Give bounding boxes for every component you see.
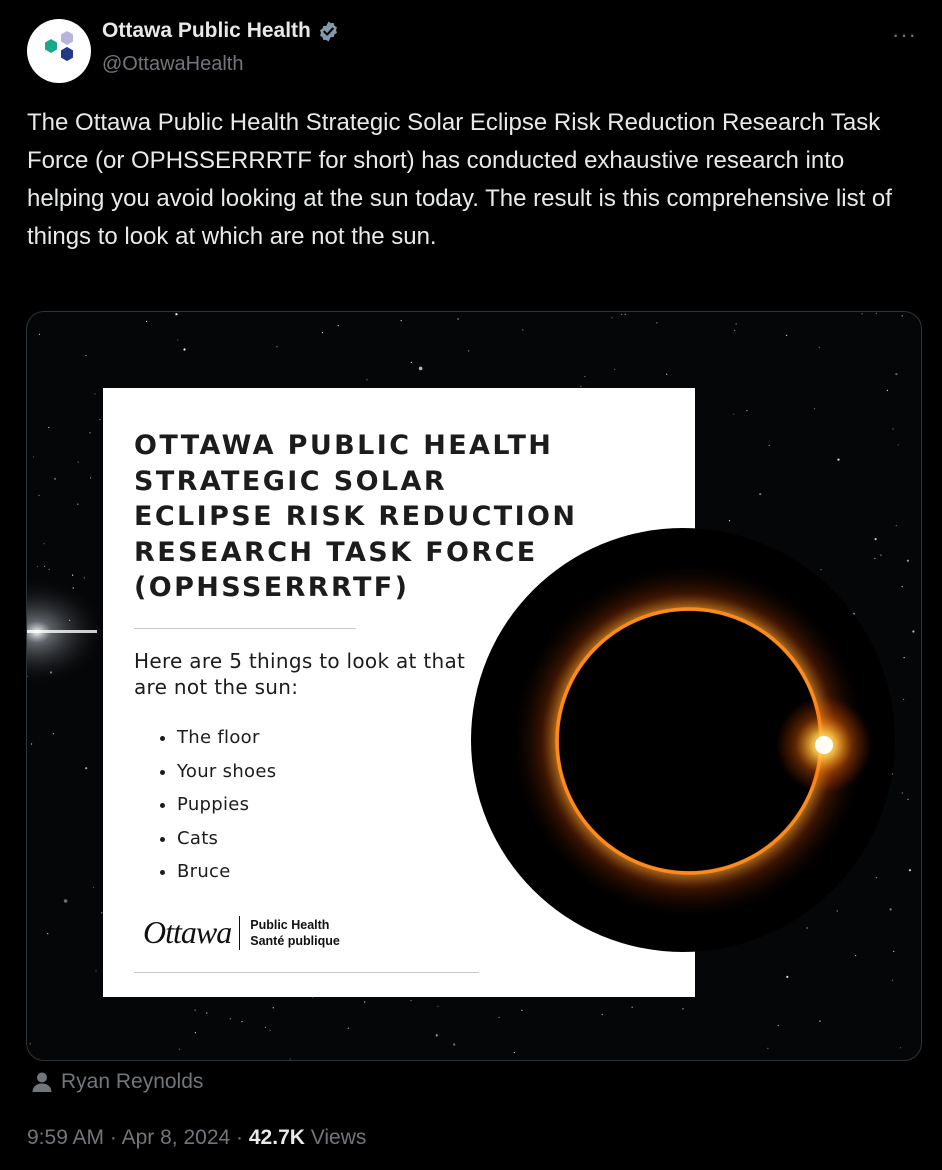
user-icon [31,1071,53,1093]
avatar[interactable] [27,19,91,83]
hexagon-cluster-logo [27,19,91,83]
list-item-label: Your shoes [177,760,277,782]
eclipse-graphic [27,312,921,1060]
list-item-label: The floor [177,727,260,748]
display-name[interactable]: Ottawa Public Health [102,19,311,42]
tweet-image[interactable] [26,311,922,1061]
verified-badge-icon [317,20,340,43]
attribution-name[interactable]: Ryan Reynolds [61,1070,204,1093]
tweet-text: The Ottawa Public Health Strategic Solar Eclipse Risk Reduction Research Task Force (or OPHSSERRRTF for short) has conducted exhaustive research into helping you avoid looking at the sun today. The result is this comprehensive list of things to look at which are not the sun. [27,109,892,250]
more-options-icon[interactable]: ··· [892,22,917,47]
handle[interactable]: @OttawaHealth [102,53,244,75]
meta-separator: · [236,1126,244,1149]
media-attribution[interactable] [31,1070,203,1094]
ottawa-wordmark: Ottawa [143,914,232,950]
card-title: OTTAWA PUBLIC HEALTH STRATEGIC SOLAR ECLIPSE RISK REDUCTION RESEARCH TASK FORCE (OPHSSERRRTF) [134,430,578,604]
views-label: Views [310,1126,367,1149]
tweet-meta [27,1126,366,1150]
list-item-label: Bruce [177,861,231,882]
card-subtitle: Here are 5 things to look at that are not the sun: [134,649,466,699]
list-item-label: Cats [177,827,219,849]
logo-line-french: Santé publique [250,933,340,948]
logo-line-english: Public Health [250,917,330,932]
tweet-date[interactable]: Apr 8, 2024 [121,1126,231,1149]
author-name-row[interactable] [102,19,340,43]
meta-separator: · [109,1126,117,1149]
tweet-time[interactable]: 9:59 AM [27,1126,105,1149]
list-item-label: Puppies [177,794,250,815]
views-count[interactable]: 42.7K [248,1126,305,1149]
